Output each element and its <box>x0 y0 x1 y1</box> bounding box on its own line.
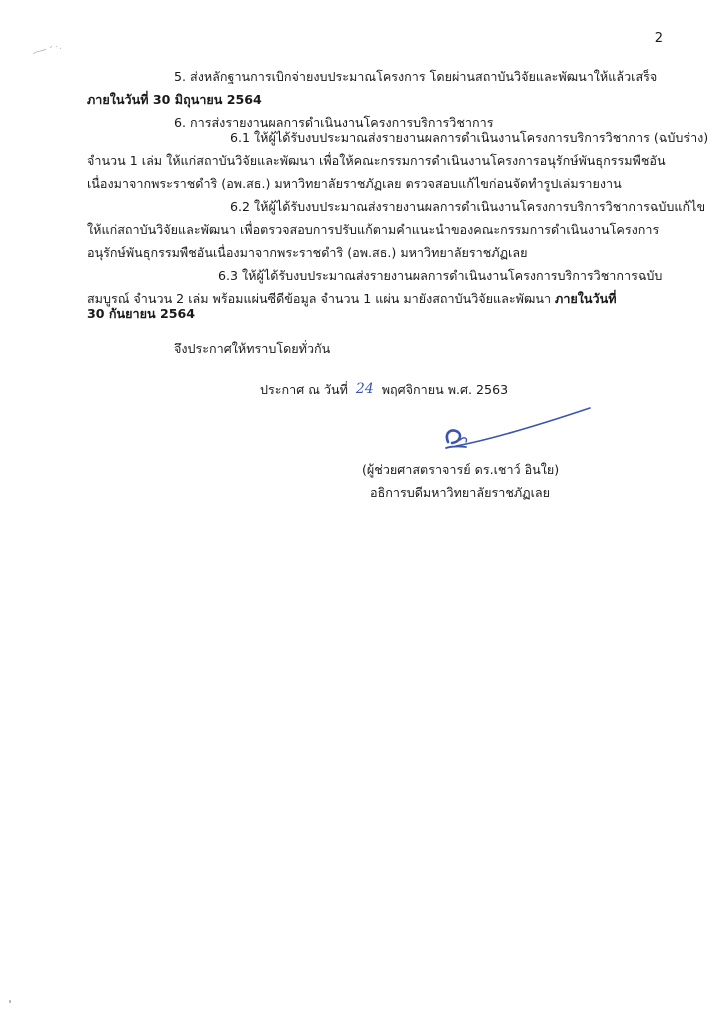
item6-2-line2: ให้แก่สถาบันวิจัยและพัฒนา เพื่อตรวจสอบการปรับแก้ตามคำแนะนำของคณะกรรมการดำเนินงานโครงการ <box>87 222 660 237</box>
item5-line1: 5. ส่งหลักฐานการเบิกจ่ายงบประมาณโครงการ โดยผ่านสถาบันวิจัยและพัฒนาให้แล้วเสร็จ <box>174 69 658 84</box>
item6-3-line2-text: สมบูรณ์ จำนวน 2 เล่ม พร้อมแผ่นซีดีข้อมูล จำนวน 1 แผ่น มายังสถาบันวิจัยและพัฒนา <box>87 291 556 306</box>
item6-3-line1: 6.3 ให้ผู้ได้รับงบประมาณส่งรายงานผลการดำเนินงานโครงการบริการวิชาการฉบับ <box>218 268 663 283</box>
announcement-date <box>260 382 508 398</box>
item6-1-line3: เนื่องมาจากพระราชดำริ (อพ.สธ.) มหาวิทยาลัยราชภัฏเลย ตรวจสอบแก้ไขก่อนจัดทำรูปเล่มรายงาน <box>87 176 622 191</box>
handwritten-day: 24 <box>355 381 374 397</box>
signatory-position: อธิการบดีมหาวิทยาลัยราชภัฏเลย <box>370 485 551 500</box>
item6-3-line2 <box>87 291 617 307</box>
item6-1-line2: จำนวน 1 เล่ม ให้แก่สถาบันวิจัยและพัฒนา เพื่อให้คณะกรรมการดำเนินงานโครงการอนุรักษ์พันธุกรรมพืชอัน <box>87 153 666 168</box>
item6-2-line1: 6.2 ให้ผู้ได้รับงบประมาณส่งรายงานผลการดำเนินงานโครงการบริการวิชาการฉบับแก้ไข <box>230 199 706 214</box>
item6-heading: 6. การส่งรายงานผลการดำเนินงานโครงการบริการวิชาการ <box>174 115 494 130</box>
item6-3-deadline: 30 กันยายน 2564 <box>87 306 196 321</box>
announcement-month-year: พฤศจิกายน พ.ศ. 2563 <box>381 382 509 397</box>
handwritten-signature <box>438 402 594 460</box>
item6-1-line1: 6.1 ให้ผู้ได้รับงบประมาณส่งรายงานผลการดำเนินงานโครงการบริการวิชาการ (ฉบับร่าง) <box>230 130 709 145</box>
item6-2-line3: อนุรักษ์พันธุกรรมพืชอันเนื่องมาจากพระราชดำริ (อพ.สธ.) มหาวิทยาลัยราชภัฏเลย <box>87 245 528 260</box>
page-number: 2 <box>654 31 663 46</box>
scan-artifact-mark <box>30 40 70 58</box>
item5-deadline: ภายในวันที่ 30 มิถุนายน 2564 <box>87 92 262 107</box>
closing-text: จึงประกาศให้ทราบโดยทั่วกัน <box>174 341 331 356</box>
announcement-prefix: ประกาศ ณ วันที่ <box>260 382 348 397</box>
scan-speck <box>9 1000 11 1003</box>
signatory-name: (ผู้ช่วยศาสตราจารย์ ดร.เชาว์ อินใย) <box>362 462 560 477</box>
item6-3-line2-bold: ภายในวันที่ <box>555 291 617 306</box>
